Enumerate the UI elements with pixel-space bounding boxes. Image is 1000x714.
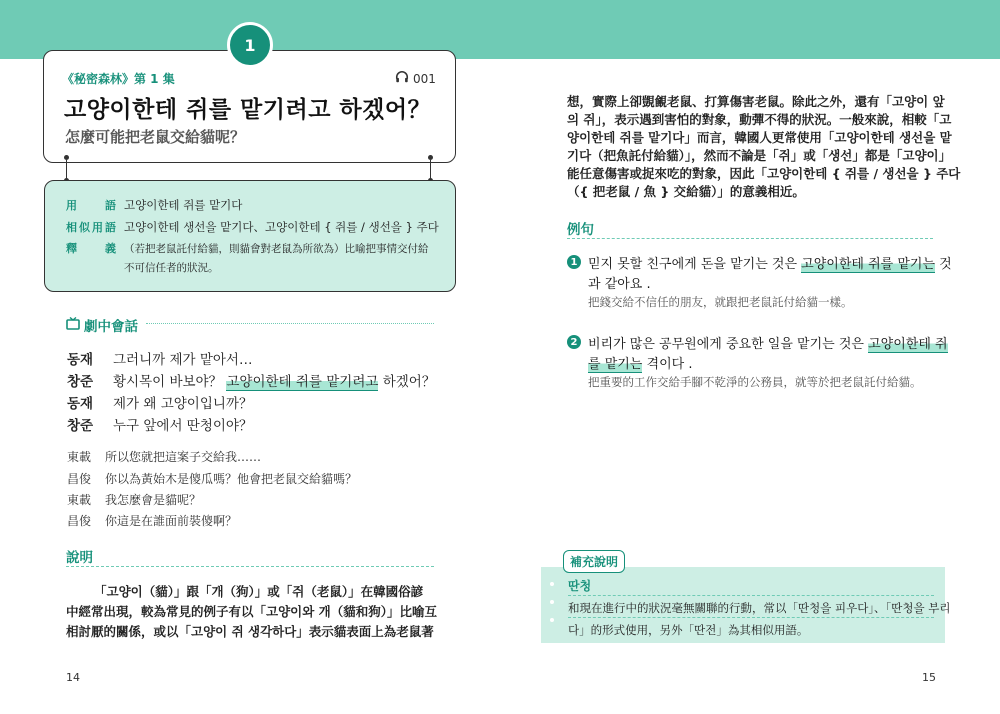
explain-line: 의 쥐」，表示遇到害怕的對象，動彈不得的狀況。一般來說，相較「고 [567,112,952,127]
decor-dot [550,582,554,586]
speaker: 창준 [67,374,94,390]
dialogue-line [67,414,252,434]
line-text-part: 황시목이 바보야？ [113,374,227,390]
page-number-left: 14 [66,671,80,684]
decor-dot [550,600,554,604]
divider [146,323,434,324]
usage-text: 고양이한테 쥐를 맡기다 [124,198,243,212]
connector-line [66,160,67,180]
translation-line [67,470,357,487]
divider [568,595,934,596]
translation-text: 你以為黃始木是傻瓜嗎？他會把老鼠交給貓嗎？ [105,472,358,486]
dialogue-line [67,348,252,368]
meaning-row [66,240,429,256]
example-number-badge: 1 [567,255,581,269]
explain-line: 「고양이（貓）」跟「개（狗）」或「쥐（老鼠）」在韓國俗諺 [94,584,424,599]
meaning-text: （若把老鼠託付給貓，則貓會對老鼠為所欲為）比喻把事情交付給 [124,243,429,255]
korean-title: 고양이한테 쥐를 맡기려고 하겠어？ [64,97,432,123]
speaker: 창준 [67,418,94,434]
speaker: 昌俊 [67,472,92,486]
highlighted-phrase: 고양이한테 쥐 [868,337,948,352]
explain-line: 中經常出現，較為常見的例子有以「고양이와 개（貓和狗）」比喻互 [66,604,437,619]
translation-line [67,448,261,465]
translation-text: 所以您就把這案子交給我…… [105,450,262,464]
supplement-label: 補充說明 [563,550,625,573]
meaning-label: 釋 義 [66,242,116,255]
line-text: 누구 앞에서 딴청이야？ [113,418,253,434]
supplement-line: 和現在進行中的狀況毫無關聯的行動，常以「딴청을 피우다」、「딴청을 부리 [568,601,951,615]
example-korean [588,333,948,352]
drama-heading [66,315,138,335]
speaker: 東載 [67,450,92,464]
audio-track[interactable] [395,70,436,87]
example-korean [588,253,952,272]
highlighted-phrase: 고양이한테 쥐를 맡기는 [801,257,936,272]
highlighted-phrase: 고양이한테 쥐를 맡기려고 [226,374,379,390]
supplement-term: 딴청 [568,579,592,593]
speaker: 東載 [67,493,92,507]
example-text-part: 것 [935,257,952,272]
audio-track-number: 001 [413,71,436,86]
similar-row [66,219,439,235]
explain-line: 能任意傷害或捉來吃的對象，因此「고양이한테 { 쥐를 / 생선을 } 주다 [567,166,961,181]
episode-label: 《秘密森林》第 1 集 [62,72,175,86]
line-text-part: 그러니까 제가 맡아서… [113,352,253,368]
line-text-part: 하겠어？ [378,374,436,390]
example-text-part: 비리가 많은 공무원에게 중요한 일을 맡기는 것은 [588,337,869,352]
translation-line [67,512,237,529]
example-text-part: 격이다 . [642,357,693,372]
similar-text: 고양이한테 생선을 맡기다、고양이한테 { 쥐를 / 생선을 } 주다 [124,220,439,234]
supplement-dots [550,582,554,622]
divider [567,238,933,239]
example-heading: 例句 [567,222,594,238]
translation-text: 你這是在誰面前裝傻啊？ [105,514,238,528]
example-translation: 把重要的工作交給手腳不乾淨的公務員，就等於把老鼠託付給貓。 [588,375,922,389]
speaker: 동재 [67,352,94,368]
speaker: 昌俊 [67,514,92,528]
drama-heading-text: 劇中會話 [84,319,138,335]
usage-label: 用 語 [66,199,116,212]
translation-text: 我怎麼會是貓呢？ [105,493,202,507]
explain-line: 양이한테 쥐를 맡기다」而言，韓國人更常使用「고양이한테 생선을 맡 [567,130,952,145]
supplement-line: 다」的形式使用，另外「딴전」為其相似用語。 [568,623,809,637]
example-translation: 把錢交給不信任的朋友，就跟把老鼠託付給貓一樣。 [588,295,853,309]
speaker: 동재 [67,396,94,412]
explain-line: （{ 把老鼠 / 魚 } 交給貓）」的意義相近。 [567,184,805,199]
chinese-subtitle: 怎麼可能把老鼠交給貓呢？ [65,128,246,146]
example-korean-cont: 과 같아요 . [588,277,651,292]
example-number-badge: 2 [567,335,581,349]
tv-icon [66,317,80,334]
meaning-text-cont: 不可信任者的狀況。 [124,262,219,274]
decor-dot [550,618,554,622]
dialogue-line [67,370,435,390]
translation-line [67,491,201,508]
line-text: 제가 왜 고양이입니까？ [113,396,253,412]
explain-heading: 說明 [66,550,93,566]
connector-line [430,160,431,180]
line-text [113,348,252,368]
headphones-icon [395,70,409,87]
lesson-number-badge [227,22,273,68]
lesson-number: 1 [244,35,256,55]
explain-line: 想，實際上卻覬覦老鼠、打算傷害老鼠。除此之外，還有「고양이 앞 [567,94,945,109]
usage-row [66,197,242,213]
highlighted-phrase: 를 맡기는 [588,357,643,372]
example-korean-cont [588,353,692,372]
explain-line: 相討厭的關係，或以「고양이 쥐 생각하다」表示貓表面上為老鼠著 [66,624,434,639]
example-text-part: 믿지 못할 친구에게 돈을 맡기는 것은 [588,257,802,272]
divider [66,566,434,567]
similar-label: 相似用語 [66,221,116,234]
line-text [113,370,435,390]
dialogue-line [67,392,252,412]
divider [568,617,934,618]
explain-line: 기다（把魚託付給貓）」，然而不論是「쥐」或「생선」都是「고양이」 [567,148,952,163]
page-number-right: 15 [922,671,936,684]
